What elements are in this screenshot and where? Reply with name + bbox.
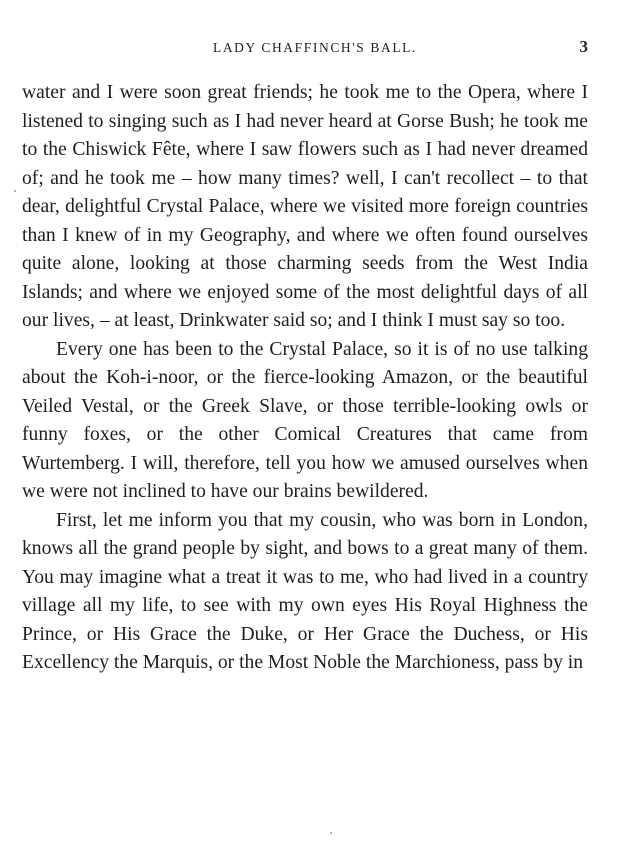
paper-speck (330, 832, 332, 834)
running-head (0, 37, 630, 59)
paragraph-grand-people: First, let me inform you that my cousin, who was born in London, knows all the grand people by sight, and bows to a great many of them. You may imagine what a treat it was to me, who had lived in a country village all my life, to see with my own eyes His Royal Highness the Prince, or His Grace the Duke, or Her Grace the Duchess, or His Excellency the Marquis, or the Most Noble the Marchioness, pass by in (22, 509, 588, 673)
page-number: 3 (579, 37, 588, 56)
body-text (22, 79, 588, 678)
paragraph-crystal-palace: Every one has been to the Crystal Palace, so it is of no use talking about the Koh-i-noor, or the fierce-looking Amazon, or the beautiful Veiled Vestal, or the Greek Slave, or those terrible-looking owls or funny foxes, or the other Comical Creatures that came from Wurtemberg. I will, therefore, tell you how we amused ourselves when we were not inclined to have our brains bewildered. (22, 338, 588, 502)
paragraph-continued: water and I were soon great friends; he took me to the Opera, where I listened to singing such as I had never heard at Gorse Bush; he took me to the Chiswick Fête, where I saw flowers such as I had never dreamed of; and he took me – how many times? well, I can't recollect – to that dear, delightful Crystal Palace, where we visited more foreign countries than I knew of in my Geography, and where we often found ourselves quite alone, looking at those charming seeds from the West India Islands; and where we enjoyed some of the most delightful days of all our lives, – at least, Drinkwater said so; and I think I must say so too. (22, 82, 588, 331)
running-title: LADY CHAFFINCH'S BALL. (212, 40, 418, 55)
paper-speck (14, 190, 16, 192)
